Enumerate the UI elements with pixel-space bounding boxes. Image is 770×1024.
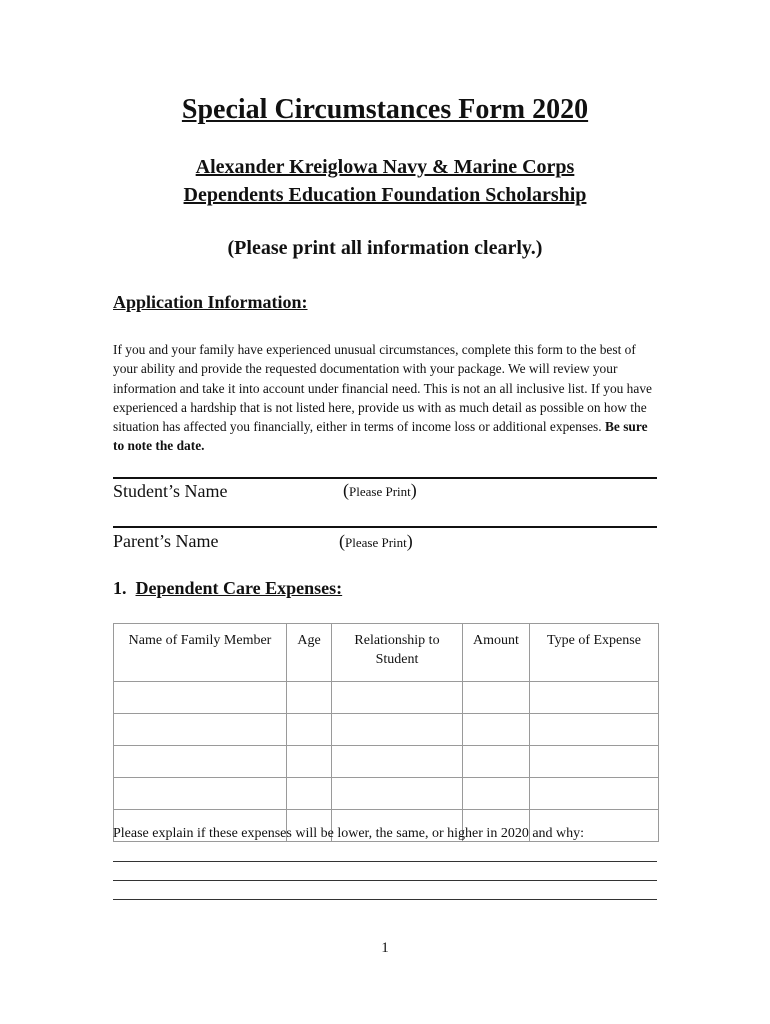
table-cell[interactable] [332, 778, 463, 810]
table-cell[interactable] [287, 778, 332, 810]
col-header-name: Name of Family Member [114, 624, 287, 682]
table-cell[interactable] [114, 746, 287, 778]
application-info-paragraph [113, 340, 661, 456]
parent-name-hint: (Please Print) [339, 531, 413, 551]
explanation-line-1[interactable] [113, 861, 657, 862]
form-title: Special Circumstances Form 2020 [181, 94, 589, 125]
parent-name-label: Parent’s Name [113, 531, 219, 551]
dependent-care-heading-text: Dependent Care Expenses: [135, 578, 343, 598]
table-cell[interactable] [287, 682, 332, 714]
col-header-relationship: Relationship to Student [332, 624, 463, 682]
student-name-label: Student’s Name [113, 481, 228, 501]
dependent-care-table [113, 623, 659, 842]
application-info-heading-text: Application Information: [113, 292, 308, 312]
table-cell[interactable] [114, 778, 287, 810]
table-cell[interactable] [332, 682, 463, 714]
instructions-text: If you and your family have experienced unusual circumstances, complete this form to the best of your ability and provide the requested documentation with your package. We will review your information and take it into account under financial need. This is not an all inclusive list. If you have experienced a hardship that is not listed here, provide us with as much detail as possible on how the situation has affected you financially, either in terms of income loss or additional expenses. [113, 342, 652, 435]
table-cell[interactable] [287, 746, 332, 778]
table-header-row [114, 624, 659, 682]
table-cell[interactable] [463, 746, 530, 778]
table-cell[interactable] [463, 714, 530, 746]
table-cell[interactable] [463, 682, 530, 714]
scholarship-name-line1: Alexander Kreiglowa Navy & Marine Corps [195, 156, 575, 178]
table-cell[interactable] [287, 714, 332, 746]
parent-name-line[interactable] [113, 526, 657, 528]
scholarship-name-line2: Dependents Education Foundation Scholarship [183, 184, 587, 206]
date-reminder: Be sure to note the date. [113, 419, 648, 454]
table-cell[interactable] [530, 714, 659, 746]
table-cell[interactable] [114, 714, 287, 746]
table-row [114, 778, 659, 810]
table-cell[interactable] [332, 714, 463, 746]
section-number: 1. [113, 578, 127, 598]
dependent-care-heading [113, 578, 342, 599]
student-name-hint: (Please Print) [343, 480, 417, 500]
col-header-age: Age [287, 624, 332, 682]
page-number: 1 [381, 940, 389, 956]
col-header-type: Type of Expense [530, 624, 659, 682]
application-info-heading [113, 292, 308, 313]
explanation-line-3[interactable] [113, 899, 657, 900]
table-row [114, 682, 659, 714]
table-cell[interactable] [530, 778, 659, 810]
explanation-line-2[interactable] [113, 880, 657, 881]
table-cell[interactable] [530, 746, 659, 778]
print-instruction: (Please print all information clearly.) [227, 237, 543, 259]
table-cell[interactable] [463, 778, 530, 810]
table-cell[interactable] [332, 746, 463, 778]
student-name-line[interactable] [113, 477, 657, 479]
col-header-amount: Amount [463, 624, 530, 682]
table-cell[interactable] [530, 682, 659, 714]
table-cell[interactable] [114, 682, 287, 714]
explain-prompt: Please explain if these expenses will be lower, the same, or higher in 2020 and why: [113, 826, 585, 841]
table-row [114, 714, 659, 746]
table-row [114, 746, 659, 778]
